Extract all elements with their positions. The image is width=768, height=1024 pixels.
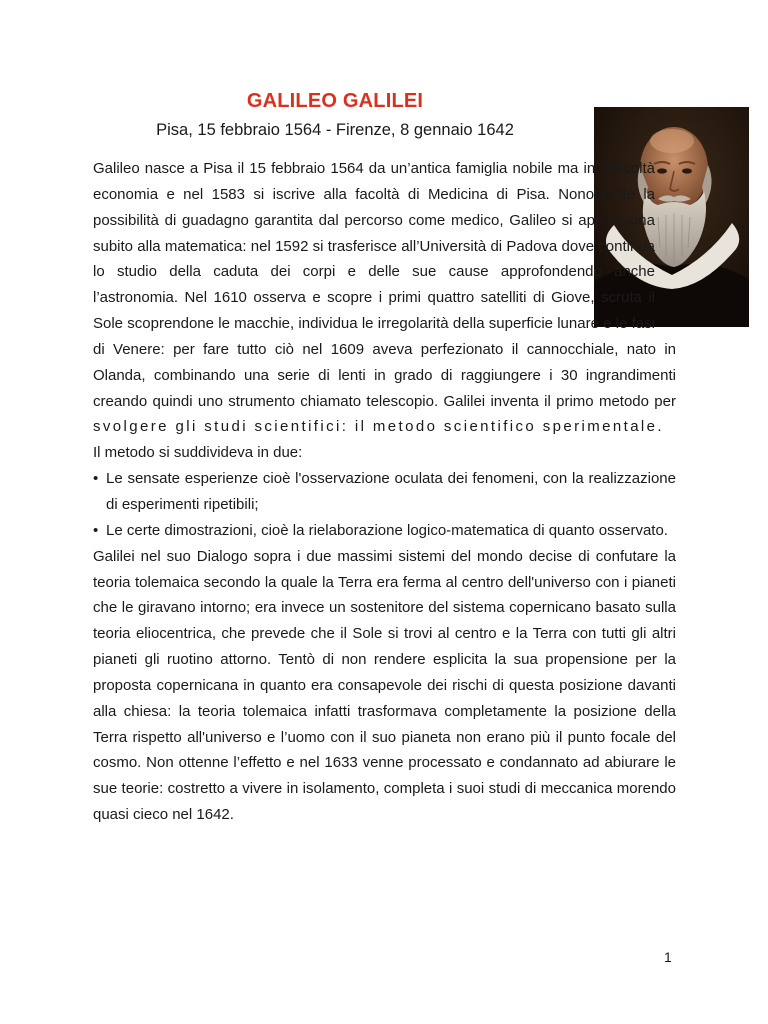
document-body	[93, 156, 676, 828]
page-number: 1	[664, 949, 672, 965]
portrait-wrap-spacer	[663, 156, 759, 336]
dialogo-paragraph: Galilei nel suo Dialogo sopra i due massimi sistemi del mondo decise di confutare la teoria tolemaica secondo la quale la Terra era ferma al centro dell'universo con i pianeti che le giravano intorno; era invece un sostenitore del sistema copernicano basato sulla teoria eliocentrica, che prevede che il Sole si trovi al centro e la Terra con tutti gli altri pianeti gli ruotino attorno. Tentò di non rendere esplicita la sua propensione per la proposta copernicana in quanto era consapevole dei rischi di questa posizione davanti alla chiesa: la teoria tolemaica infatti trasformava completamente la posizione della Terra rispetto all'universo e l’uomo con il suo pianeta non erano più il punto focale del cosmo. Non ottenne l’effetto e nel 1633 venne processato e condannato ad abiurare le sue teorie: costretto a vivere in isolamento, completa i suoi studi di meccanica morendo quasi cieco nel 1642.	[93, 547, 676, 824]
intro-paragraph-text: Galileo nasce a Pisa il 15 febbraio 1564 da un’antica famiglia nobile ma in difficoltà economia e nel 1583 si iscrive alla facoltà di Medicina di Pisa. Nonostante la possibilità di guadagno garantita dal percorso come medico, Galileo si appassiona subito alla matematica: nel 1592 si trasferisce all’Università di Padova dove continua lo studio della caduta dei corpi e delle sue cause approfondendo anche l’astronomia. Nel 1610 osserva e scopre i primi quattro satelliti di Giove, scruta il Sole scoprendone le macchie, individua le irregolarità della superficie lunare e le fasi di Venere: per fare tutto ciò nel 1609 aveva perfezionato il cannocchiale, nato in Olanda, combinando una serie di lenti in grado di raggiungere i 30 ingrandimenti creando quindi uno strumento chiamato telescopio. Galilei inventa il primo metodo per	[93, 160, 676, 410]
list-item	[93, 518, 676, 544]
bullet-marker: •	[93, 521, 99, 539]
intro-paragraph	[93, 156, 676, 440]
bullet-marker: •	[93, 470, 99, 488]
method-intro: Il metodo si suddivideva in due:	[93, 444, 303, 462]
list-item-text: Le sensate esperienze cioè l'osservazione oculata dei fenomeni, con la realizzazione di esperimenti ripetibili;	[106, 470, 676, 513]
document-title: GALILEO GALILEI	[246, 90, 424, 112]
method-list	[93, 466, 676, 544]
list-item-text: Le certe dimostrazioni, cioè la rielaborazione logico-matematica di quanto osservato.	[106, 521, 668, 539]
intro-paragraph-spaced-line: svolgere gli studi scientifici: il metodo scientifico sperimentale.	[93, 418, 664, 436]
document-subtitle: Pisa, 15 febbraio 1564 - Firenze, 8 gennaio 1642	[156, 121, 514, 139]
list-item	[93, 466, 676, 518]
